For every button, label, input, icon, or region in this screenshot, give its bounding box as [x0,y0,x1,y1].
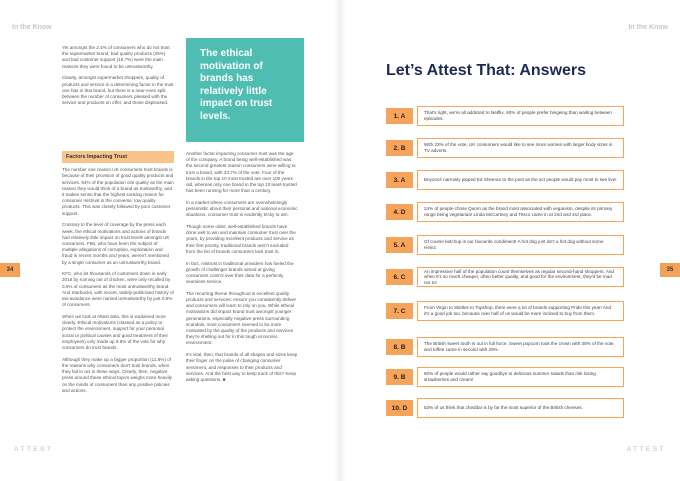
running-header-left: In the Know [12,24,52,31]
answer-row [386,170,624,190]
page-gutter [334,0,346,481]
paragraph: When we look at Attest data, this is explained more clearly. Ethical motivations (classed as a policy to protect the environment, support for your personal social or political causes and good treatment of their employees) only made up 8.8% of the vote for why consumers do trust brands. [62,313,168,350]
paragraph: In a market where consumers are overwhelmingly pessimistic about their personal and national economic situations, consumer trust is evidently tricky to win. [186,199,298,218]
paragraph: Yet amongst the 2.4% of consumers who do not trust the supermarket brand, bad quality products (25%) and bad customer support (16.7%) were the main reasons they were found to be untrustworthy. [62,45,170,69]
section-heading: Factors Impacting Trust [62,151,174,163]
page-number-right: 35 [660,263,680,277]
answer-label: 10. D [386,400,413,416]
answer-text: 24% of people chose Quorn as the brand most associated with veganism, despite its primary range being vegetarian! Linda McCartney and Tesco came in at 2nd and 3rd place. [417,202,624,222]
answer-label: 4. D [386,204,413,220]
answer-label: 2. B [386,140,413,156]
answer-label: 7. C [386,303,413,319]
paragraph: The number one reason UK consumers trust brands is because of their provision of good quality products and services. 54% of the population cite quality as the main reason they would think of a brand as trustworthy, and it makes sense that the highest-ranking reason for consumer mistrust is the converse: low quality products. This was closely followed by poor customer support. [62,167,174,216]
paragraph: KFC, who let thousands of customers down in early 2018 by running out of chicken, were only recalled by 0.5% of consumers as the most untrustworthy brand. And Starbucks, with recent, widely-publicised history of tax-avoidance were named untrustworthy by just 0.8% of consumers. [62,271,174,308]
answer-text: That's right, we're all addicted to Netflix. 60% of people prefer bingeing than waiting between episodes. [417,106,624,126]
answer-text: 53% of us think that cheddar is by far the most superior of the British cheeses. [417,398,624,418]
column-middle [186,151,298,389]
answer-label: 5. A [386,237,413,253]
answer-row [386,106,624,126]
answer-text: With 23% of the vote, UK consumers would like to see more women with larger body sizes in TV adverts. [417,138,624,158]
answer-text: The British sweet tooth is out in full force. Sweet popcorn took the crown with 38% of the vote, and toffee came in second with 29%. [417,337,624,357]
answer-text: Of course ketchup is our favourite condiment! A hot dog just isn't a hot dog without some Heinz. [417,235,624,255]
column-left-bottom [62,151,174,399]
paragraph: The recurring theme throughout is excellent quality products and services: ensure you consistently deliver and consumers will learn to rely on you. While ethical motivations did impact brand trust amongst younger generations, especially negative press surrounding scandals, most consumers seemed to be more motivated by the quality of the products and services they're shelling out for in this tough economic environment. [186,290,297,346]
answer-label: 3. A [386,172,413,188]
paragraph: Contrary to the level of coverage by the press each week, the ethical motivations and actions of brands had relatively little impact on trust levels amongst UK consumers. FBs, who have been the subject of multiple allegations of corruption, exploitation and fraud in recent months and years, weren't mentioned by a single consumer as an untrustworthy brand. [62,222,170,265]
answer-text: Beyoncé narrowly pipped Ed Sheeran to the post as the act people would pay most to see live! [417,170,624,190]
answer-label: 8. B [386,339,413,355]
footer-brand-left: ATTEST [14,446,54,453]
answer-row [386,337,624,357]
running-header-right: In the Know [628,24,668,31]
answer-row [386,138,624,158]
paragraph: Another factor impacting consumer trust was the age of the company. A brand being well-established was the second greatest reason consumers were willing to trust a brand, with 33.7% of the vote. Four of the brands in the top 10 most trusted are over 100 years old, whereas only one brand in the top 10 least-trusted has been running for more than a century. [186,151,297,194]
pull-quote: The ethical motivation of brands has relatively little impact on trust levels. [186,38,304,142]
paragraph: In fact, mistrust in traditional providers has fueled the growth of challenger brands aimed at giving consumers control over their data for a perfectly seamless service. [186,260,294,285]
paragraph: Although they make up a bigger proportion (11.8%) of the reasons why consumers don't trust brands, when they fail to act in these ways. Clearly, then, negative press around these ethical topics weighs more heavily on the minds of consumers than any positive policies and actions. [62,356,173,393]
answer-row [386,267,624,287]
answer-label: 1. A [386,108,413,124]
answer-row [386,398,624,418]
page-number-left: 34 [0,263,20,277]
footer-brand-right: ATTEST [626,446,666,453]
answer-text: From Virgin to Skittles to Topshop, there were a lot of brands supporting Pride this year! And it's a good job too, because over half of us would be more inclined to buy from them. [417,301,624,321]
answer-row [386,202,624,222]
answer-text: An impressive half of the population count themselves as regular second-hand shoppers. And when it's so much cheaper, often better quality, and good for the environment, they'd be mad not to! [417,267,624,287]
answer-label: 6. C [386,269,413,285]
paragraph: It's vital, then, that brands of all shapes and sizes keep their finger on the pulse of changing consumer sentiment, and responses to their products and services. And the best way to keep track of this? Keep asking questions. ■ [186,352,298,382]
answer-row [386,301,624,321]
paragraph: Though some older, well-established brands have done well to win and maintain consumer trust over the years, by providing excellent products and service as their first priority, traditional brands aren't excluded from the list of brands consumers lack trust in. [186,224,296,254]
answer-label: 9. B [386,369,413,385]
column-left-top [62,45,174,112]
answer-row [386,235,624,255]
answer-row [386,367,624,387]
answers-title: Let’s Attest That: Answers [386,62,587,79]
answer-text: 60% of people would rather say goodbye to delicious summer salads than risk losing strawberries and cream! [417,367,624,387]
paragraph: Clearly, amongst supermarket shoppers, quality of products and service is a determining factor in the trust one has in that brand, but there is a near-even split between the number of consumers pleased with the service and products on offer, and those displeased. [62,75,174,106]
